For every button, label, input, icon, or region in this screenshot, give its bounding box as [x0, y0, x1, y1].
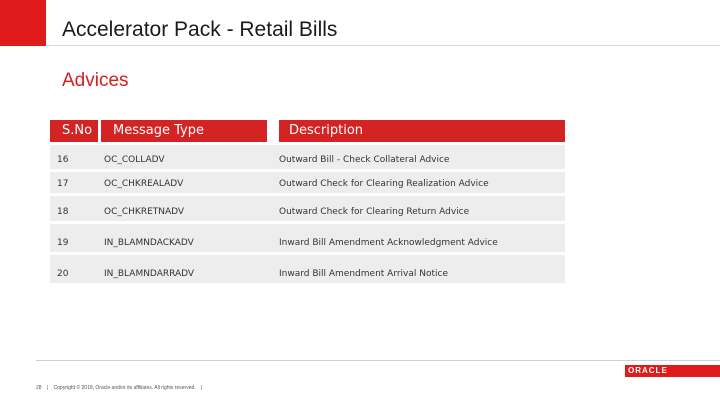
cell-message-type: OC_CHKRETNADV [104, 207, 185, 217]
table-header [50, 120, 565, 142]
footer-separator: | [46, 385, 49, 391]
cell-sno: 16 [57, 155, 69, 165]
cell-message-type: OC_COLLADV [104, 155, 165, 165]
cell-sno: 20 [57, 269, 69, 279]
footer-divider [36, 360, 720, 361]
header-message-type: Message Type [101, 120, 267, 142]
table-row [50, 255, 565, 283]
title-divider [46, 45, 720, 46]
cell-description: Outward Check for Clearing Return Advice [279, 207, 470, 217]
cell-message-type: OC_CHKREALADV [104, 179, 184, 189]
cell-sno: 17 [57, 179, 69, 189]
cell-message-type: IN_BLAMNDARRADV [104, 269, 195, 279]
cell-sno: 19 [57, 238, 69, 248]
cell-sno: 18 [57, 207, 69, 217]
copyright-text: Copyright © 2018, Oracle and/or its affiliates. All rights reserved. [53, 385, 196, 391]
table-row [50, 145, 565, 169]
table-row [50, 172, 565, 193]
title-accent-bar [0, 0, 46, 46]
slide-footer [36, 385, 206, 391]
header-description: Description [279, 120, 565, 142]
page-number: 28 [36, 385, 42, 391]
table-row [50, 224, 565, 252]
cell-description: Inward Bill Amendment Arrival Notice [279, 269, 449, 279]
header-sno: S.No [50, 120, 98, 142]
oracle-logo: ORACLE [628, 366, 668, 375]
slide-title: Accelerator Pack - Retail Bills [62, 18, 338, 41]
advices-table [50, 120, 565, 283]
cell-description: Outward Bill - Check Collateral Advice [279, 155, 450, 165]
footer-end-separator: | [201, 385, 203, 391]
cell-description: Outward Check for Clearing Realization Advice [279, 179, 489, 189]
cell-message-type: IN_BLAMNDACKADV [104, 238, 194, 248]
table-row [50, 196, 565, 221]
section-heading: Advices [62, 70, 129, 91]
cell-description: Inward Bill Amendment Acknowledgment Advice [279, 238, 498, 248]
